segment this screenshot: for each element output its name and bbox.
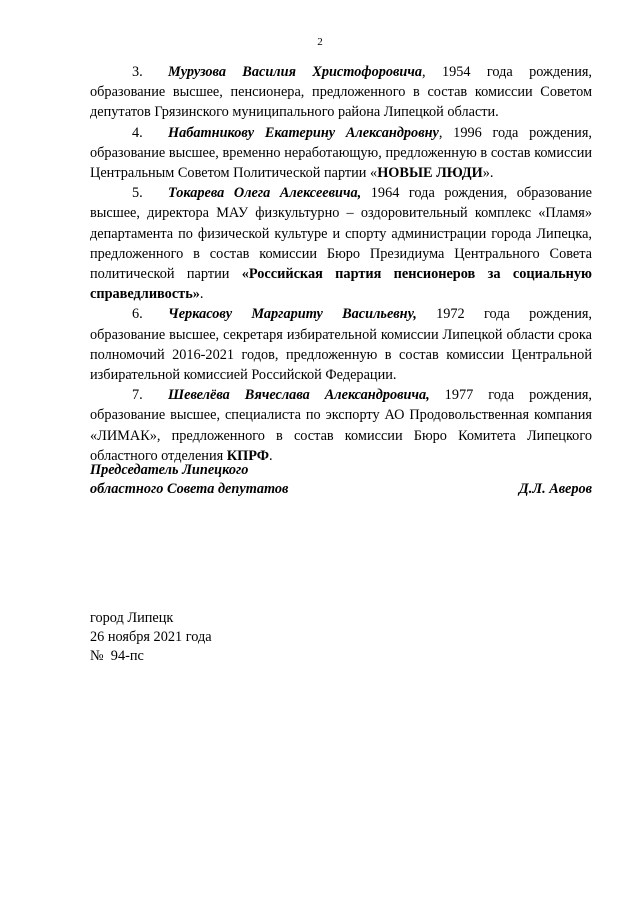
item-number: 7. — [132, 387, 143, 404]
footer-document-number: № 94-пс — [90, 648, 144, 664]
nominee-organization: КПРФ — [226, 447, 270, 464]
nominee-details: , 1954 года рождения, образование высшее, пенсионера, предложенного в состав комиссии Советом депутатов Грязинского муниципального района Липецкой области. — [90, 64, 592, 121]
item-ending: . — [269, 447, 273, 464]
nominee-details: 1964 года рождения, образование высшее, директора МАУ физкультурно – оздоровительный комплекс «Пламя» департамента по физической культуре и спорту администрации города Липецка, предложенного в состав комиссии Бюро Президиума Центрального Совета политической партии — [90, 185, 592, 283]
list-item — [90, 304, 592, 385]
nominee-name: Мурузова Василия Христофоровича — [168, 64, 423, 80]
item-number: 3. — [132, 64, 143, 80]
list-item — [90, 385, 592, 466]
nominee-name: Набатникову Екатерину Александровну — [168, 124, 439, 141]
nominee-details: 1972 года рождения, образование высшее, секретаря избирательной комиссии Липецкой области срока полномочий 2016-2021 годов, предложенную в состав комиссии Центральной избирательной комиссией Российской Федерации. — [90, 306, 592, 384]
nominee-details: 1977 года рождения, образование высшее, специалиста по экспорту АО Продовольственная компания «ЛИМАК», предложенного в состав комиссии Бюро Комитета Липецкого областного отделения — [90, 387, 592, 464]
list-item — [90, 183, 592, 304]
signatory-name: Д.Л. Аверов — [518, 480, 592, 497]
nominee-details: , 1996 года рождения, образование высшее, временно неработающую, предложенную в состав комиссии Центральным Советом Политической партии « — [90, 124, 592, 182]
signatory-title-line-2: областного Совета депутатов — [90, 480, 289, 497]
list-item — [90, 62, 592, 123]
nominee-list — [90, 62, 592, 466]
signature-block — [90, 461, 592, 498]
item-ending: . — [199, 286, 204, 303]
document-footer — [90, 609, 212, 666]
footer-city: город Липецк — [90, 610, 174, 626]
item-ending: ». — [482, 165, 494, 182]
nominee-name: Токарева Олега Алексеевича, — [168, 185, 362, 202]
item-number: 5. — [132, 185, 143, 202]
signature-row — [90, 480, 592, 499]
nominee-name: Черкасову Маргариту Васильевну, — [168, 306, 417, 323]
page-number: 2 — [317, 36, 323, 48]
item-number: 4. — [132, 124, 143, 141]
signatory-title-line-1: Председатель Липецкого — [90, 462, 249, 478]
item-number: 6. — [132, 306, 143, 323]
nominee-organization: «Российская партия пенсионеров за социальную справедливость» — [90, 266, 592, 303]
footer-date: 26 ноября 2021 года — [90, 629, 212, 645]
list-item — [90, 123, 592, 184]
nominee-organization: НОВЫЕ ЛЮДИ — [377, 165, 483, 182]
nominee-name: Шевелёва Вячеслава Александровича, — [168, 387, 430, 404]
